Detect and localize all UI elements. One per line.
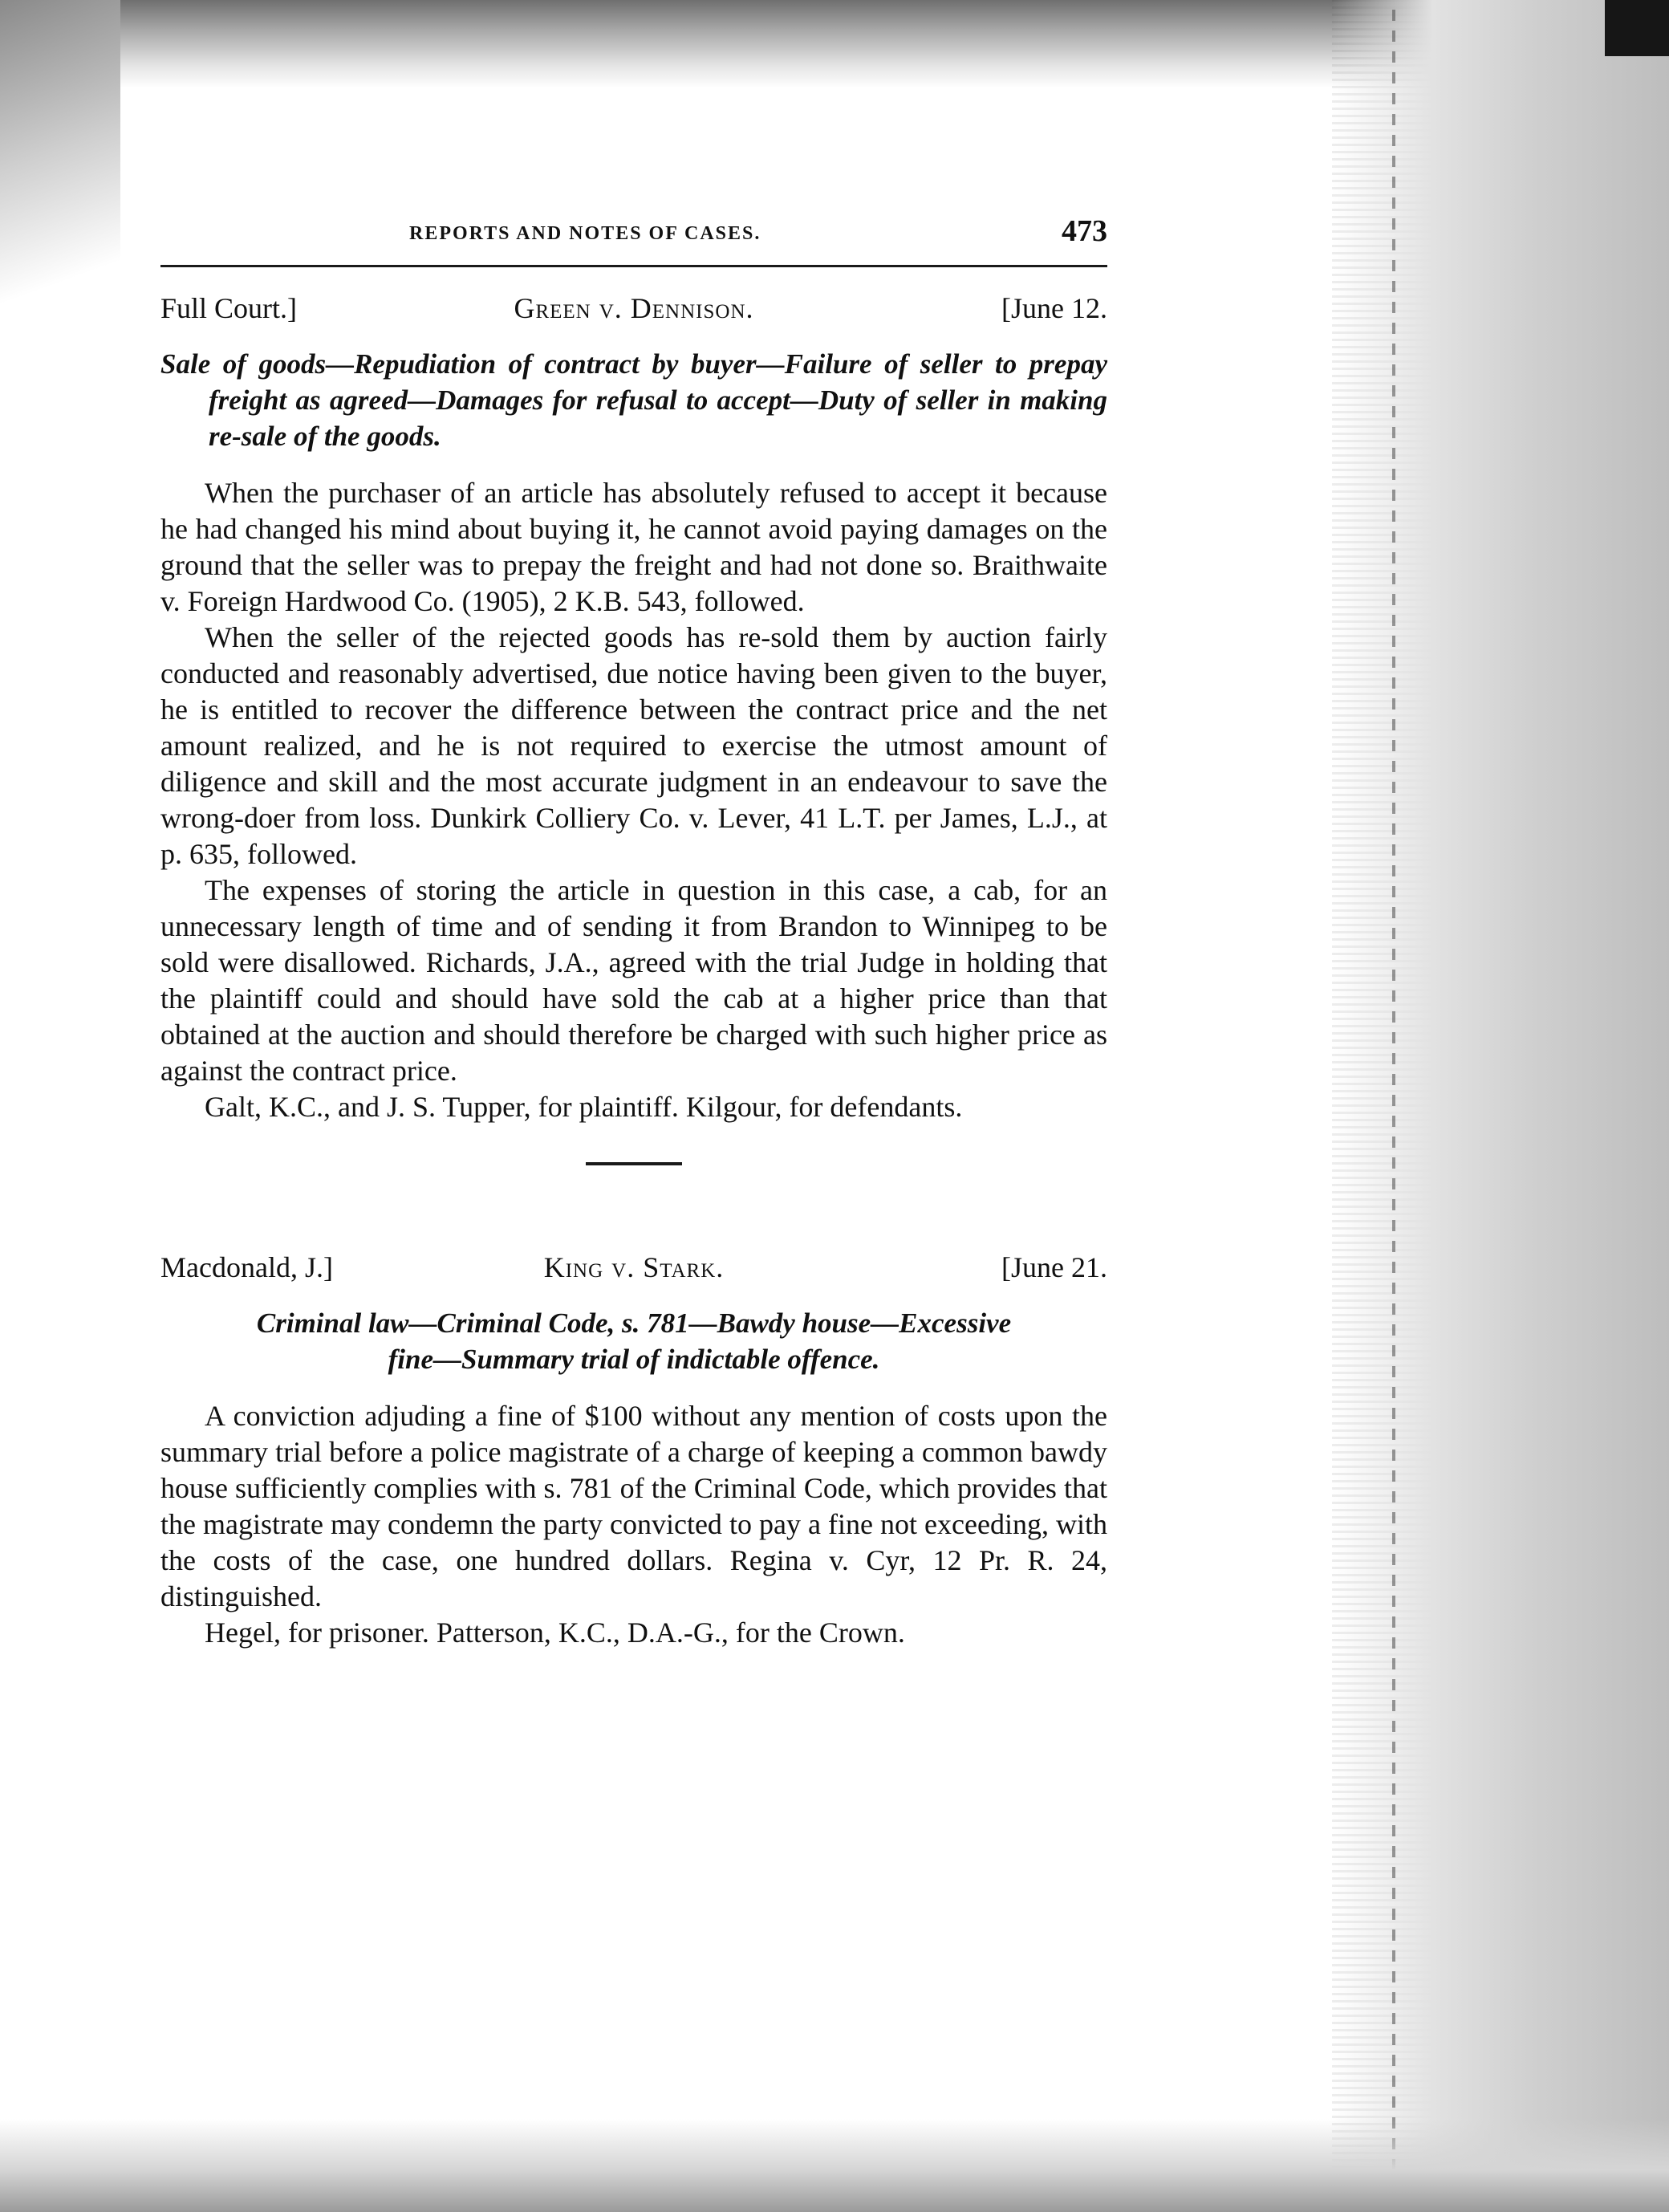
page-header — [160, 209, 1107, 257]
headnote-paragraph: When the purchaser of an article has absolutely refused to accept it because he had changed his mind about buying it, he cannot avoid paying damages on the ground that the seller was to prepay the freight and had not done so. Braithwaite v. Foreign Hardwood Co. (1905), 2 K.B. 543, followed. — [160, 477, 1107, 617]
catchwords-line: fine—Summary trial of indictable offence. — [388, 1344, 880, 1375]
running-head: REPORTS AND NOTES OF CASES. — [409, 223, 761, 244]
case-date: [June 21. — [1001, 1251, 1107, 1283]
case-title: King v. Stark. — [543, 1251, 725, 1283]
headnote-paragraph: A conviction adjuding a fine of $100 without any mention of costs upon the summary trial before a police magistrate of a charge of keeping a common bawdy house sufficiently complies with s. 781 of the Criminal Code, which provides that the magistrate may condemn the party convicted to pay a fine not exceeding, with the costs of the case, one hundred dollars. Regina v. Cyr, 12 Pr. R. 24, distinguished. — [160, 1400, 1107, 1612]
scan-corner-shadow — [1605, 0, 1669, 56]
catchwords: Sale of goods—Repudiation of contract by buyer—Failure of seller to prepay freight as agreed—Damages for refusal to accept—Duty of seller in making re-sale of the goods. — [160, 348, 1107, 452]
case-heading — [160, 291, 1107, 335]
header-rule — [160, 265, 1107, 267]
case-date: [June 12. — [1001, 292, 1107, 324]
scan-margin-right — [1332, 0, 1669, 2212]
case-title: Green v. Dennison. — [514, 292, 754, 324]
case-green-v-dennison — [160, 291, 1107, 1125]
page-number: 473 — [1062, 214, 1107, 248]
court-name: Full Court.] — [160, 292, 298, 324]
headnote-paragraph: When the seller of the rejected goods has re-sold them by auction fairly conducted and reasonably advertised, due notice having been given to the buyer, he is entitled to recover the difference between the contract price and the net amount realized, and he is not required to exercise the utmost amount of diligence and skill and the most accurate judgment in an endeavour to save the wrong-doer from loss. Dunkirk Colliery Co. v. Lever, 41 L.T. per James, L.J., at p. 635, followed. — [160, 621, 1107, 870]
scan-page-edge — [1392, 0, 1395, 2212]
counsel-line: Galt, K.C., and J. S. Tupper, for plaintiff. Kilgour, for defendants. — [205, 1091, 963, 1123]
document-page — [160, 209, 1107, 1651]
catchwords — [160, 1305, 1107, 1377]
counsel-line: Hegel, for prisoner. Patterson, K.C., D.A.-G., for the Crown. — [205, 1616, 905, 1649]
scan-shadow-left — [0, 0, 120, 337]
case-king-v-stark — [160, 1250, 1107, 1651]
headnote-paragraph: The expenses of storing the article in question in this case, a cab, for an unnecessary length of time and of sending it from Brandon to Winnipeg to be sold were disallowed. Richards, J.A., agreed with the trial Judge in holding that the plaintiff could and should have sold the cab at a higher price than that obtained at the auction and should therefore be charged with such higher price as against the contract price. — [160, 874, 1107, 1087]
catchwords-line: Criminal law—Criminal Code, s. 781—Bawdy house—Excessive — [256, 1307, 1012, 1339]
court-name: Macdonald, J.] — [160, 1251, 333, 1283]
case-heading — [160, 1250, 1107, 1294]
scan-shadow-bottom — [0, 2119, 1669, 2212]
